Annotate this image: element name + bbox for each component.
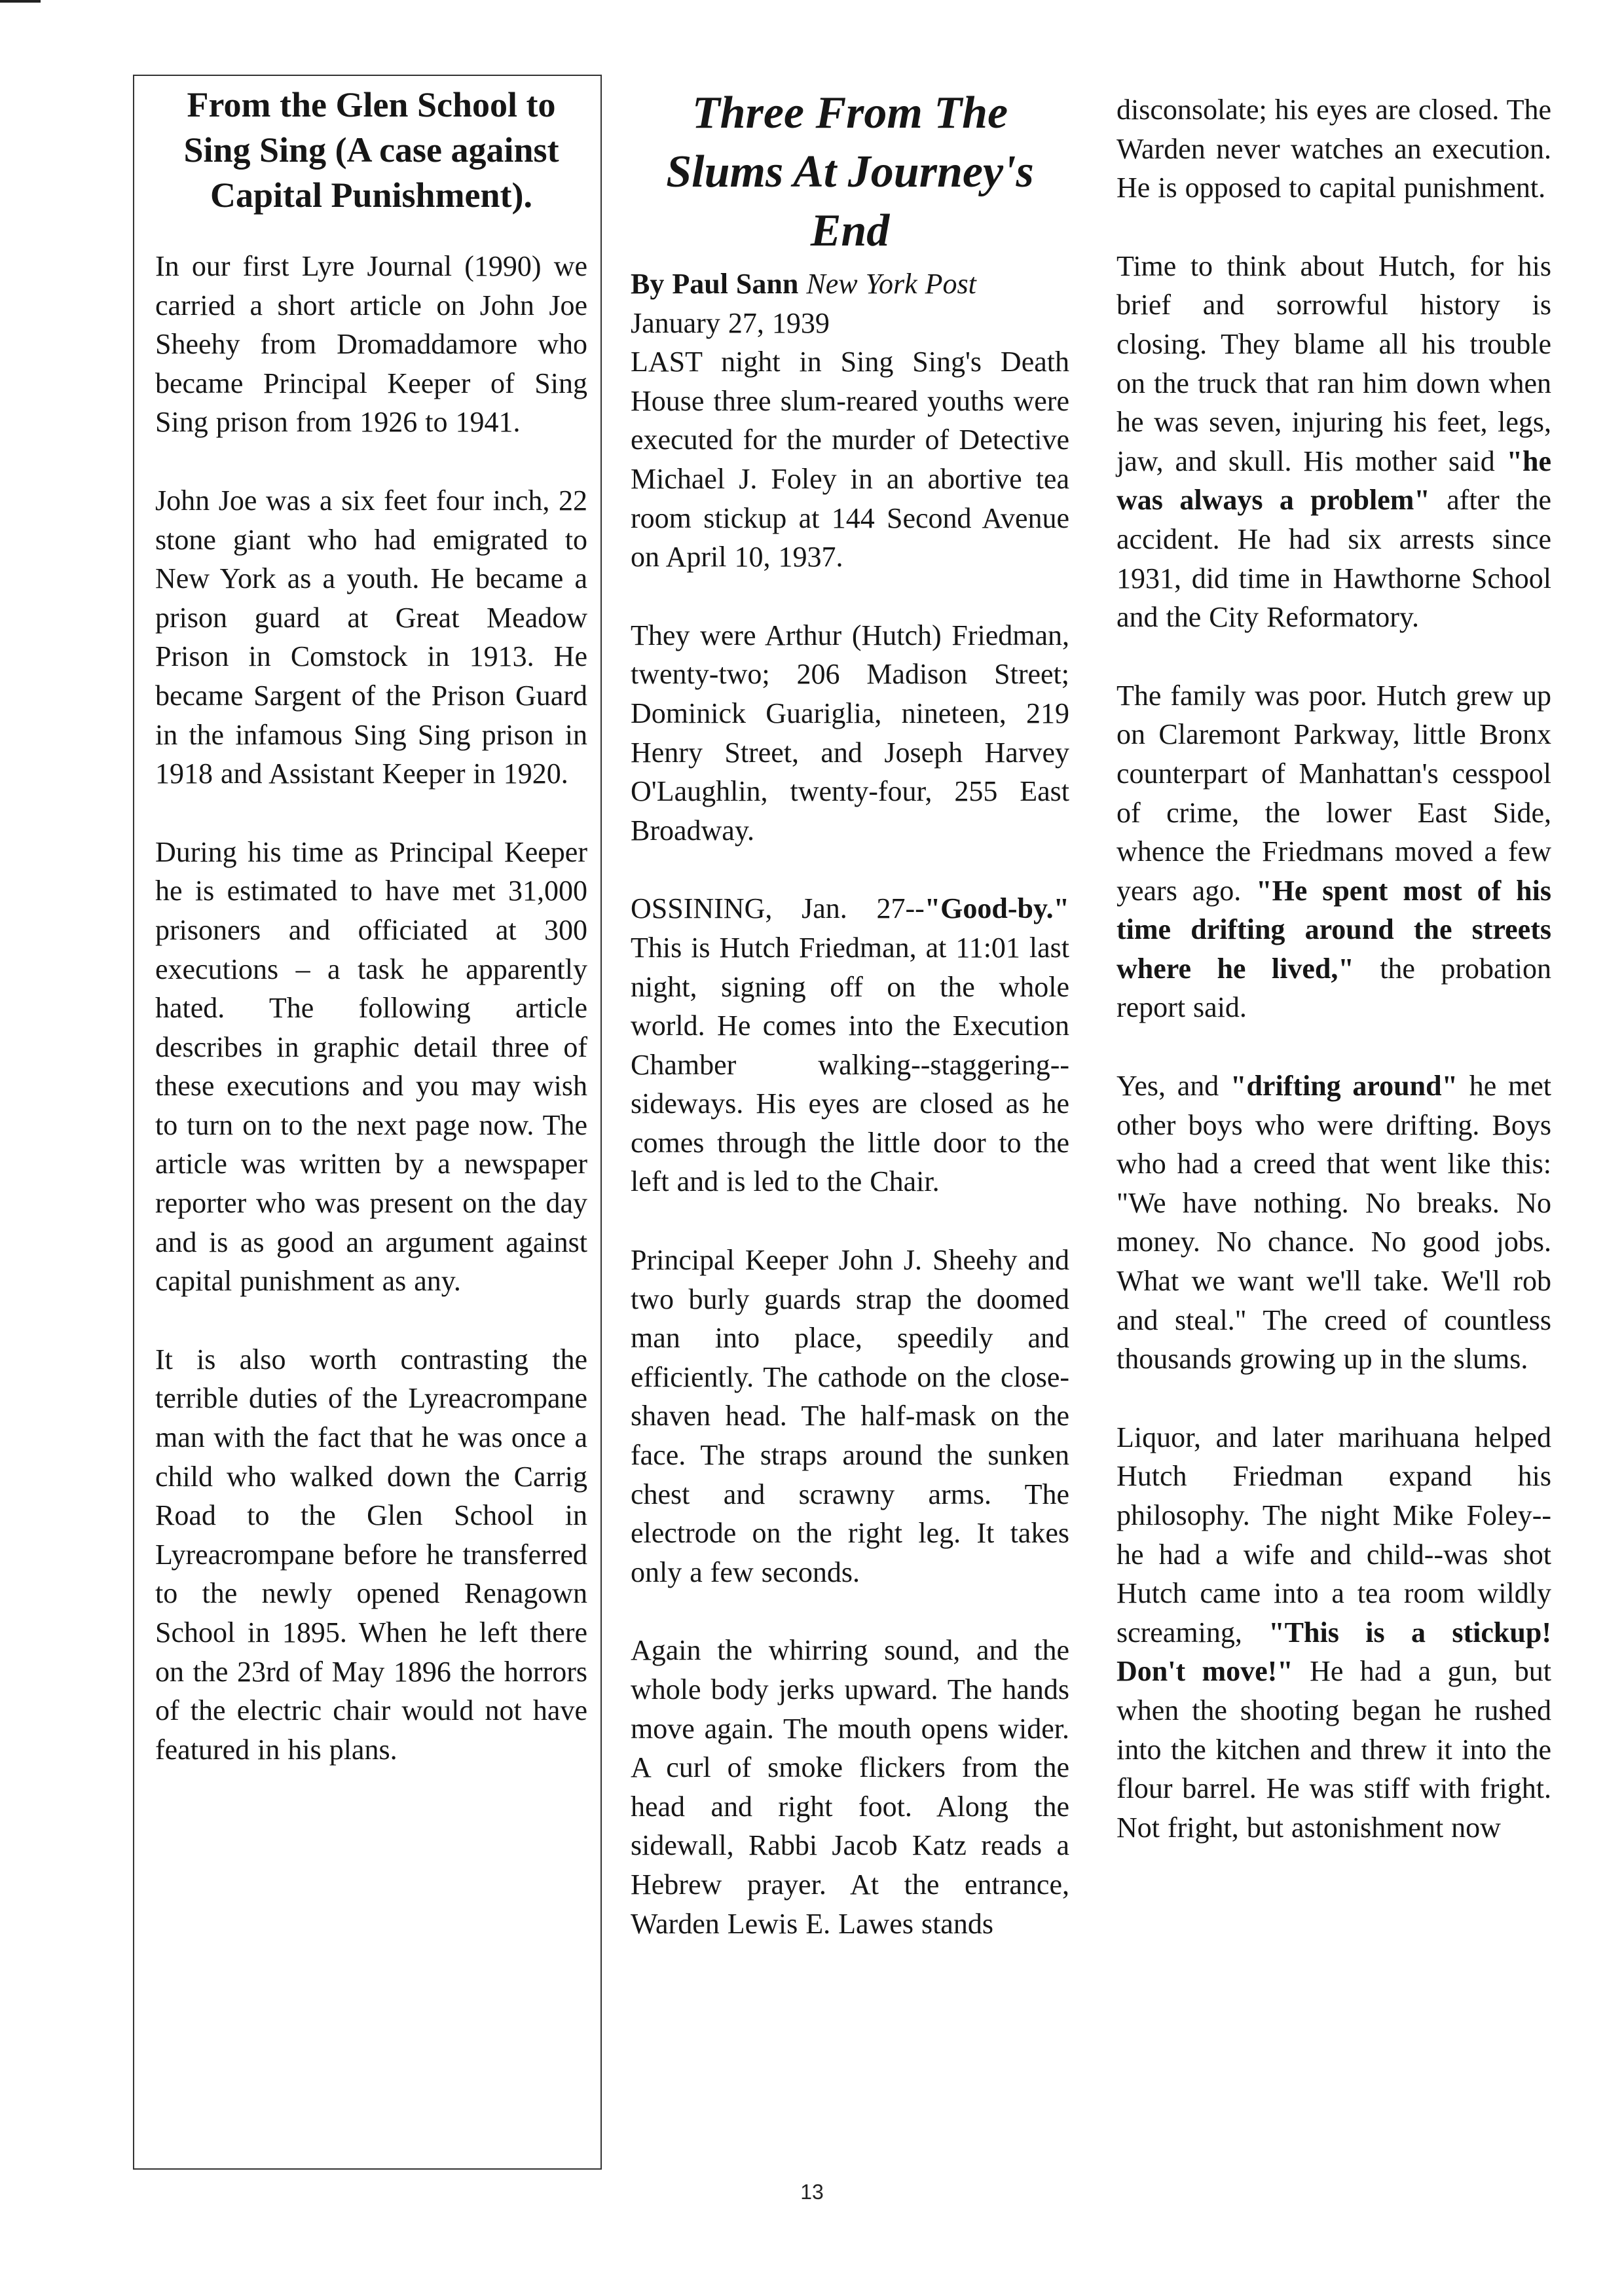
sidebar-paragraph: During his time as Principal Keeper he is estimated to have met 31,000 prisoners and officiated at 300 executions – a task he apparently hated. The following article describes in graphic detail three of these executions and you may wish to turn on to the next page now. The article was written by a newspaper reporter who was present on the day and is as good an argument against capital punishment as any. <box>155 835 587 1298</box>
article-text: Yes, and <box>1116 1070 1231 1102</box>
sidebar-paragraph: John Joe was a six feet four inch, 22 stone giant who had emigrated to New York as a youth. He became a prison guard at Great Meadow Prison in Comstock in 1913. He became Sargent of the Prison Guard in the infamous Sing Sing prison in 1918 and Assistant Keeper in 1920. <box>155 484 587 790</box>
dateline: OSSINING, Jan. 27-- <box>631 892 925 925</box>
article-text: after the accident. He had six arrests since 1931, did time in Hawthorne School and the City Reformatory. <box>1116 484 1552 634</box>
article-paragraph: disconsolate; his eyes are closed. The Warden never watches an execution. He is opposed to capital punishment. <box>1116 94 1551 204</box>
article-text: Liquor, and later marihuana helped Hutch Friedman expand his philosophy. The night Mike Foley--he had a wife and child--was shot Hutch came into a tea room wildly screaming, <box>1116 1421 1551 1649</box>
article-date: January 27, 1939 <box>631 306 830 339</box>
article-column-2 <box>1116 90 1551 1847</box>
quote-drifting-streets: "He spent most of his time drifting around the streets where he lived," <box>1116 874 1551 985</box>
quote-goodby: "Good-by." <box>924 892 1069 925</box>
byline-author: Paul Sann <box>672 268 799 300</box>
article-column-1 <box>631 84 1069 1943</box>
page-number: 13 <box>800 2180 824 2204</box>
sidebar-paragraph: It is also worth contrasting the terrible duties of the Lyreacrompane man with the fact that he was once a child who walked down the Carrig Road to the Glen School in Lyreacrompane before he transferred to the newly opened Renagown School in 1895. When he left there on the 23rd of May 1896 the horrors of the electric chair would not have featured in his plans. <box>155 1343 587 1766</box>
byline-paper: New York Post <box>806 268 976 300</box>
article-paragraph: They were Arthur (Hutch) Friedman, twenty-two; 206 Madison Street; Dominick Guariglia, nineteen, 219 Henry Street, and Joseph Harvey O'Laughlin, twenty-four, 255 East Broadway. <box>631 619 1069 847</box>
sidebar-column <box>155 82 587 1769</box>
byline <box>631 264 1069 577</box>
article-paragraph: Principal Keeper John J. Sheehy and two burly guards strap the doomed man into place, speedily and efficiently. The cathode on the close-shaven head. The half-mask on the face. The straps around the sunken chest and scrawny arms. The electrode on the right leg. It takes only a few seconds. <box>631 1244 1069 1588</box>
article-text: This is Hutch Friedman, at 11:01 last night, signing off on the whole world. He comes into the Execution Chamber walking--staggering--sideways. His eyes are closed as he comes through the little door to the left and is led to the Chair. <box>631 931 1069 1198</box>
article-title: Three From The Slums At Journey's End <box>666 88 1034 256</box>
quote-problem: "he was always a problem" <box>1116 445 1551 517</box>
article-paragraph: LAST night in Sing Sing's Death House three slum-reared youths were executed for the murder of Detective Michael J. Foley in an abortive tea room stickup at 144 Second Avenue on April 10, 1937. <box>631 346 1069 574</box>
article-text: He had a gun, but when the shooting began he rushed into the kitchen and threw it into the flour barrel. He was stiff with fright. Not fright, but astonishment now <box>1116 1655 1552 1844</box>
quote-stickup: "This is a stickup! Don't move!" <box>1116 1616 1551 1688</box>
article-text: The family was poor. Hutch grew up on Claremont Parkway, little Bronx counterpart of Manhattan's cesspool of crime, the lower East Side, whence the Friedmans moved a few years ago. <box>1116 679 1551 907</box>
byline-prefix: By <box>631 268 665 300</box>
article-paragraph <box>1116 247 1551 637</box>
article-paragraph <box>1116 1066 1551 1379</box>
article-paragraph <box>1116 676 1551 1027</box>
quote-drifting-around: "drifting around" <box>1230 1070 1458 1102</box>
sidebar-title: From the Glen School to Sing Sing (A case against Capital Punishment). <box>183 85 559 215</box>
article-text: Time to think about Hutch, for his brief and sorrowful history is closing. They blame all his trouble on the truck that ran him down when he was seven, injuring his feet, legs, jaw, and skull. His mother said <box>1116 249 1551 477</box>
article-paragraph <box>1116 1418 1551 1848</box>
article-paragraph: Again the whirring sound, and the whole body jerks upward. The hands move again. The mouth opens wider. A curl of smoke flickers from the head and right foot. Along the sidewall, Rabbi Jacob Katz reads a Hebrew prayer. At the entrance, Warden Lewis E. Lawes stands <box>631 1634 1069 1940</box>
sidebar-paragraph: In our first Lyre Journal (1990) we carried a short article on John Joe Sheehy from Dromaddamore who became Principal Keeper of Sing Sing prison from 1926 to 1941. <box>155 250 587 439</box>
article-text: the probation report said. <box>1116 952 1551 1024</box>
article-text: he met other boys who were drifting. Boys who had a creed that went like this: "We have nothing. No breaks. No money. No chance. No good jobs. What we want we'll take. We'll rob and steal." The creed of countless thousands growing up in the slums. <box>1116 1070 1551 1376</box>
corner-rule <box>0 0 41 3</box>
article-paragraph <box>631 889 1069 1201</box>
